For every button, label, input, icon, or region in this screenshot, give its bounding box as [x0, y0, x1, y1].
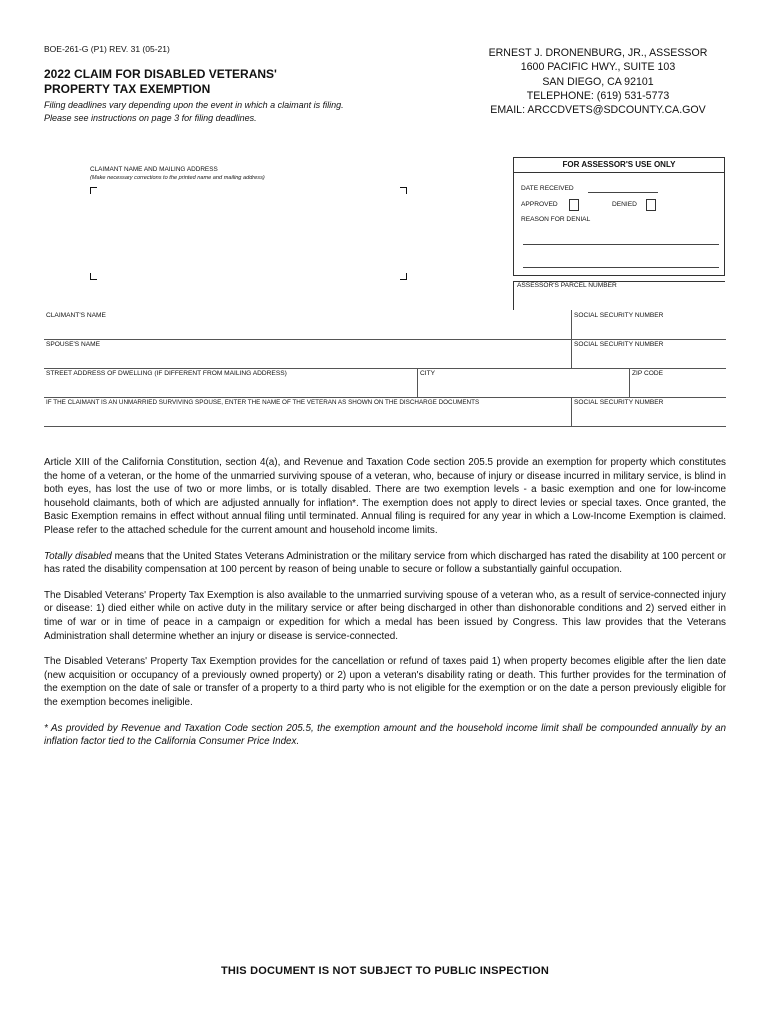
zip-code-label: ZIP CODE [632, 370, 664, 377]
veteran-ssn-field[interactable] [572, 397, 726, 426]
assessor-use-box [513, 157, 725, 276]
filing-note-line1: Filing deadlines vary depending upon the event in which a claimant is filing. [44, 100, 344, 110]
veteran-ssn-label: SOCIAL SECURITY NUMBER [574, 399, 664, 406]
form-title-line1: 2022 CLAIM FOR DISABLED VETERANS' [44, 67, 277, 81]
term-totally-disabled: Totally disabled [44, 550, 112, 562]
spouse-name-field[interactable] [44, 339, 571, 368]
assessor-city: SAN DIEGO, CA 92101 [542, 75, 654, 88]
claimant-ssn-field[interactable] [572, 310, 726, 339]
reason-line-2[interactable] [523, 267, 719, 268]
form-title-line2: PROPERTY TAX EXEMPTION [44, 82, 211, 96]
denied-checkbox[interactable] [646, 199, 656, 211]
form-title [44, 67, 374, 97]
approved-checkbox[interactable] [569, 199, 579, 211]
instructions-text [44, 456, 726, 761]
approved-label: APPROVED [521, 201, 558, 208]
paragraph-totally-disabled [44, 550, 726, 577]
date-received-label: DATE RECEIVED [521, 185, 574, 192]
spouse-ssn-field[interactable] [572, 339, 726, 368]
row-divider [44, 426, 726, 427]
paragraph-surviving-spouse: The Disabled Veterans' Property Tax Exemption is also available to the unmarried surviving spouse of a veteran who, as a result of service-connected injury or disease: 1) died either while on active duty in the military service or after being discharged in other than dishonorable conditions and 2) served either in time of war or in time of peace in a campaign or expedition for which a medal has been issued by Congress. This law provides that the Veterans Administration shall determine whether an injury or disease is service-connected. [44, 589, 726, 642]
veteran-name-field[interactable] [44, 397, 571, 426]
paragraph-cancellation: The Disabled Veterans' Property Tax Exemption provides for the cancellation or refund of taxes paid 1) when property becomes eligible after the lien date (new acquisition or occupancy of a previously owned property) or 2) upon a veteran's disability rating or death. This further provides for the termination of the exemption on the date of sale or transfer of a property to a third party who is not eligible for the exemption or on the date a person previously eligible for the exemption becomes ineligible. [44, 656, 726, 708]
filing-deadline-note [44, 99, 404, 124]
definition-text: means that the United States Veterans Administration or the military service from which discharged has rated the disability at 100 percent or has rated the disability compensation at 100 percent by reason of being unable to secure or follow a substantially gainful occupation. [44, 550, 726, 576]
public-inspection-notice: THIS DOCUMENT IS NOT SUBJECT TO PUBLIC INSPECTION [220, 965, 549, 977]
assessor-use-title: FOR ASSESSOR'S USE ONLY [514, 158, 724, 173]
street-address-label: STREET ADDRESS OF DWELLING (IF DIFFERENT FROM MAILING ADDRESS) [46, 370, 287, 377]
assessor-email: EMAIL: ARCCDVETS@SDCOUNTY.CA.GOV [490, 104, 706, 117]
inflation-footnote: * As provided by Revenue and Taxation Code section 205.5, the exemption amount and the household income limit shall be compounded annually by an inflation factor tied to the California Consumer Price Index. [44, 722, 726, 748]
city-label: CITY [420, 370, 436, 377]
mailing-address-field[interactable] [92, 189, 404, 277]
assessor-street: 1600 PACIFIC HWY., SUITE 103 [520, 61, 676, 74]
reason-line-1[interactable] [523, 244, 719, 245]
form-number: BOE-261-G (P1) REV. 31 (05-21) [44, 44, 170, 54]
street-address-field[interactable] [44, 368, 417, 397]
spouse-ssn-label: SOCIAL SECURITY NUMBER [574, 341, 664, 348]
mailing-address-label: CLAIMANT NAME AND MAILING ADDRESS [90, 166, 218, 173]
assessor-address-block [470, 46, 726, 117]
mailing-address-note: (Make necessary corrections to the printed name and mailing address) [90, 175, 265, 181]
claimant-name-label: CLAIMANT'S NAME [46, 312, 106, 319]
claimant-name-field[interactable] [44, 310, 571, 339]
claimant-ssn-label: SOCIAL SECURITY NUMBER [574, 312, 664, 319]
reason-for-denial-label: REASON FOR DENIAL [521, 216, 591, 223]
assessor-telephone: TELEPHONE: (619) 531-5773 [526, 89, 670, 102]
spouse-name-label: SPOUSE'S NAME [46, 341, 101, 348]
denied-label: DENIED [612, 201, 637, 208]
parcel-number-field[interactable] [513, 281, 725, 310]
parcel-number-label: ASSESSOR'S PARCEL NUMBER [517, 282, 617, 289]
veteran-name-label: IF THE CLAIMANT IS AN UNMARRIED SURVIVING SPOUSE, ENTER THE NAME OF THE VETERAN AS SHOWN ON THE DISCHARGE DOCUMENTS [46, 399, 480, 406]
city-field[interactable] [418, 368, 629, 397]
assessor-name: ERNEST J. DRONENBURG, JR., ASSESSOR [488, 47, 708, 59]
filing-note-line2: Please see instructions on page 3 for filing deadlines. [44, 112, 257, 123]
date-received-field[interactable] [588, 192, 658, 193]
zip-code-field[interactable] [630, 368, 726, 397]
paragraph-eligibility: Article XIII of the California Constitution, section 4(a), and Revenue and Taxation Code section 205.5 provide an exemption for property which constitutes the home of a veteran, or the home of the unmarried surviving spouse of a veteran, who, because of injury or disease incurred in military service, is blind in both eyes, has lost the use of two or more limbs, or is totally disabled. There are two exemption levels - a basic exemption and one for low-income household claimants, both of which are adjusted annually for inflation*. The exemption does not apply to direct levies or special taxes. Once granted, the Basic Exemption remains in effect without annual filing until terminated. Annual filing is required for any year in which a Low-Income Exemption is claimed. Please refer to the attached schedule for the current amount and household income limits. [44, 457, 726, 536]
